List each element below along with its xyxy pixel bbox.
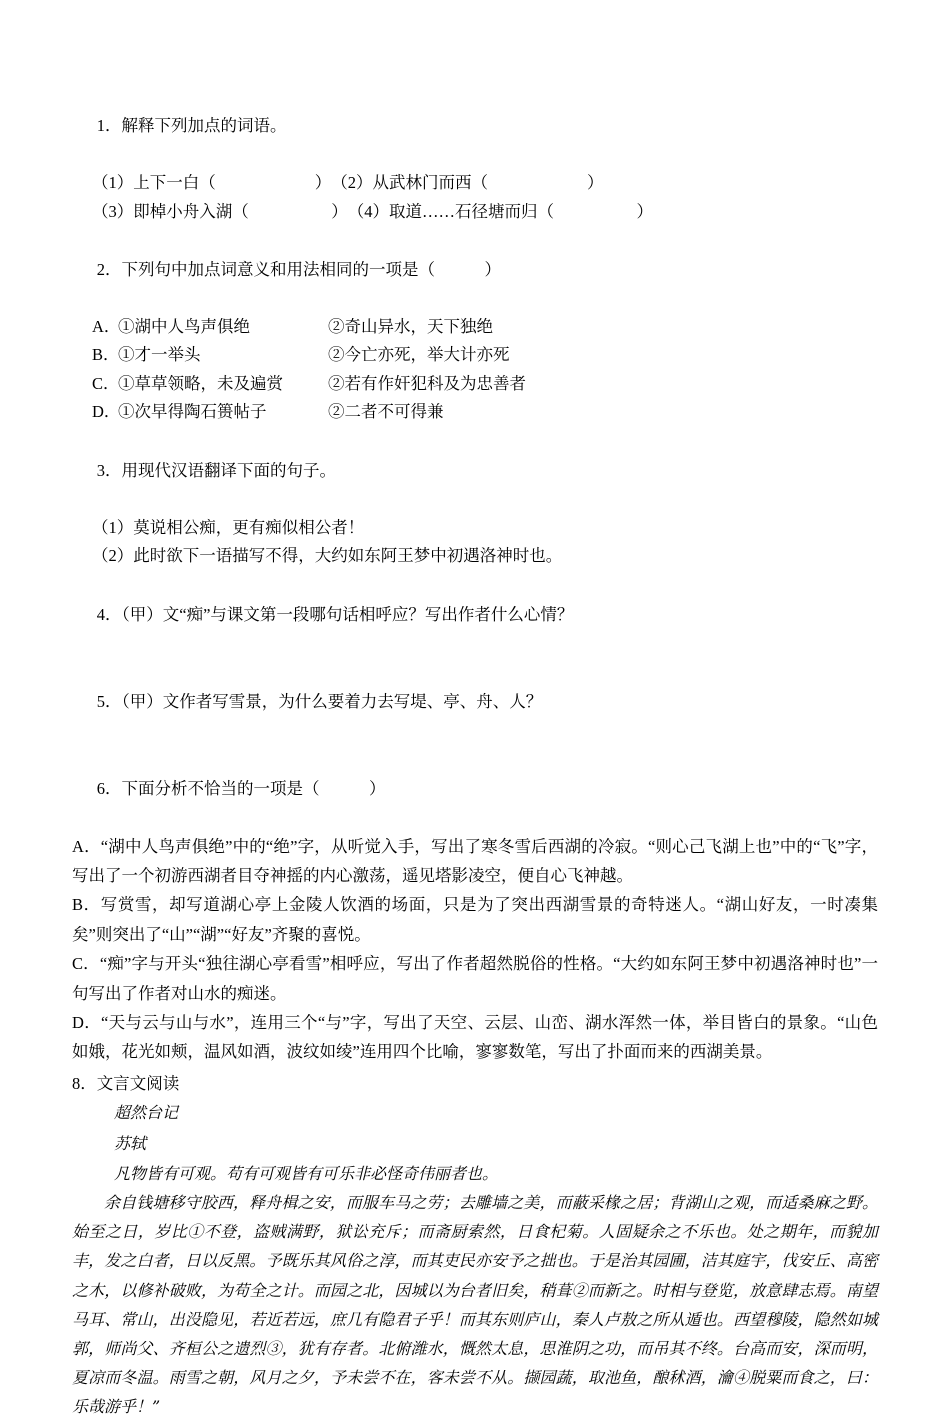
- question-3-number: 3．: [96, 460, 122, 480]
- option-c-first: ①草草领略，未及遍赏: [118, 373, 283, 393]
- question-5: [72, 660, 878, 745]
- question-1-stem-line: [72, 84, 878, 169]
- question-2-option-d: [72, 398, 878, 426]
- question-1-sub-1: （1）上下一白（ ） （2）从武林门而西（ ）: [92, 173, 604, 193]
- option-c-second: ②若有作奸犯科及为忠善者: [328, 373, 526, 393]
- option-a-second: ②奇山异水，天下独绝: [328, 317, 493, 336]
- question-3-sub-2: （2）此时欲下一语描写不得，大约如东阿王梦中初遇洛神时也。: [92, 546, 563, 565]
- passage-title: 超然台记: [114, 1103, 179, 1123]
- option-a-label: A．: [92, 317, 121, 336]
- passage-author: 苏轼: [114, 1133, 147, 1153]
- option-b-first: ①才一举头: [118, 345, 201, 365]
- question-6-analysis-a: A．“湖中人鸟声俱绝”中的“绝”字，从听觉入手，写出了寒冬雪后西湖的冷寂。“则心己飞湖上也”中的“飞”字，写出了一个初游西湖者目夺神摇的内心激荡，遥见塔影凌空，便自心飞神越。: [72, 836, 878, 886]
- question-1-sub-2: （3）即棹小舟入湖（ ） （4）取道……石径塘而归（ ）: [92, 201, 653, 221]
- question-6-analysis-b: B．写赏雪，却写道湖心亭上金陵人饮酒的场面，只是为了突出西湖雪景的奇特迷人。“湖山好友，一时凑集矣”则突出了“山”“湖”“好友”齐聚的喜悦。: [72, 895, 878, 944]
- option-b-label: B．: [92, 345, 120, 365]
- question-3-stem: 用现代汉语翻译下面的句子。: [121, 460, 336, 480]
- question-5-stem: （甲）文作者写雪景，为什么要着力去写堤、亭、舟、人？: [121, 691, 543, 711]
- question-2-number: 2．: [96, 260, 122, 280]
- option-d-first: ①次早得陶石篑帖子: [118, 402, 267, 422]
- option-a-first: ①湖中人鸟声俱绝: [118, 317, 250, 336]
- question-5-number: 5．: [96, 691, 122, 711]
- question-3-stem-line: [72, 429, 878, 514]
- question-2-stem: 下列句中加点词意义和用法相同的一项是（ ）: [121, 260, 501, 280]
- question-6-analysis-c: C．“痴”字与开头“独往湖心亭看雪”相呼应，写出了作者超然脱俗的性格。“大约如东阿王梦中初遇洛神时也”一句写出了作者对山水的痴迷。: [72, 954, 878, 1003]
- question-2-option-c: [72, 370, 878, 398]
- option-d-second: ②二者不可得兼: [328, 402, 444, 422]
- question-2-stem-line: [72, 228, 878, 313]
- question-2-option-a: [72, 313, 878, 341]
- question-6-stem-line: [72, 747, 878, 832]
- question-2-option-b: [72, 341, 878, 369]
- question-4-stem-line: [72, 572, 878, 657]
- option-c-label: C．: [92, 373, 120, 393]
- question-6-number: 6．: [96, 779, 122, 798]
- question-6: [72, 747, 878, 1067]
- passage-line-2: 余自钱塘移守胶西，释舟楫之安，而服车马之劳；去雕墙之美，而蔽采椽之居；背湖山之观，而适桑麻之野。始至之日，岁比①不登，盗贼满野，狱讼充斥；而斋厨索然，日食杞菊。人固疑余之不乐也。处之期年，而貌加丰，发之白者，日以反黑。予既乐其风俗之淳，而其吏民亦安予之拙也。于是治其园圃，洁其庭宇，伐安丘、高密之木，以修补破败，为苟全之计。而园之北，因城以为台者旧矣，稍葺②而新之。时相与登览，放意肆志焉。南望马耳、常山，出没隐见，若近若远，庶几有隐君子乎！而其东则庐山，秦人卢敖之所从遁也。西望穆陵，隐然如城郭，师尚父、齐桓公之遗烈③，犹有存者。北俯潍水，慨然太息，思淮阴之功，而吊其不终。台高而安，深而明，夏凉而冬温。雨雪之朝，风月之夕，予未尝不在，客未尝不从。撷园蔬，取池鱼，酿秫酒，瀹④脱粟而食之，曰：乐哉游乎！”: [72, 1193, 878, 1416]
- option-b-second: ②今亡亦死，举大计亦死: [328, 345, 510, 365]
- question-6-stem: 下面分析不恰当的一项是（ ）: [121, 779, 386, 798]
- question-8-stem: 文言文阅读: [96, 1073, 180, 1093]
- question-8: [72, 1069, 878, 1421]
- question-5-stem-line: [72, 660, 878, 745]
- question-8-number: 8．: [72, 1073, 97, 1093]
- question-6-analysis-d: D．“天与云与山与水”，连用三个“与”字，写出了天空、云层、山峦、湖水浑然一体，举目皆白的景象。“山色如娥，花光如颊，温风如酒，波纹如绫”连用四个比喻，寥寥数笔，写出了扑面而来的西湖美景。: [72, 1012, 878, 1062]
- option-d-label: D．: [92, 402, 121, 422]
- question-1: [72, 84, 878, 226]
- question-4-stem: （甲）文“痴”与课文第一段哪句话相呼应？写出作者什么心情？: [121, 604, 574, 624]
- passage-line-1: 凡物皆有可观。苟有可观皆有可乐非必怪奇伟丽者也。: [114, 1164, 499, 1184]
- question-8-stem-line: [72, 1069, 878, 1099]
- question-4-number: 4．: [96, 604, 122, 624]
- question-2: [72, 228, 878, 427]
- question-1-number: 1．: [96, 116, 122, 136]
- question-3: [72, 429, 878, 571]
- question-1-stem: 解释下列加点的词语。: [121, 116, 287, 136]
- question-3-sub-1: （1）莫说相公痴，更有痴似相公者！: [92, 517, 365, 537]
- question-4: [72, 572, 878, 657]
